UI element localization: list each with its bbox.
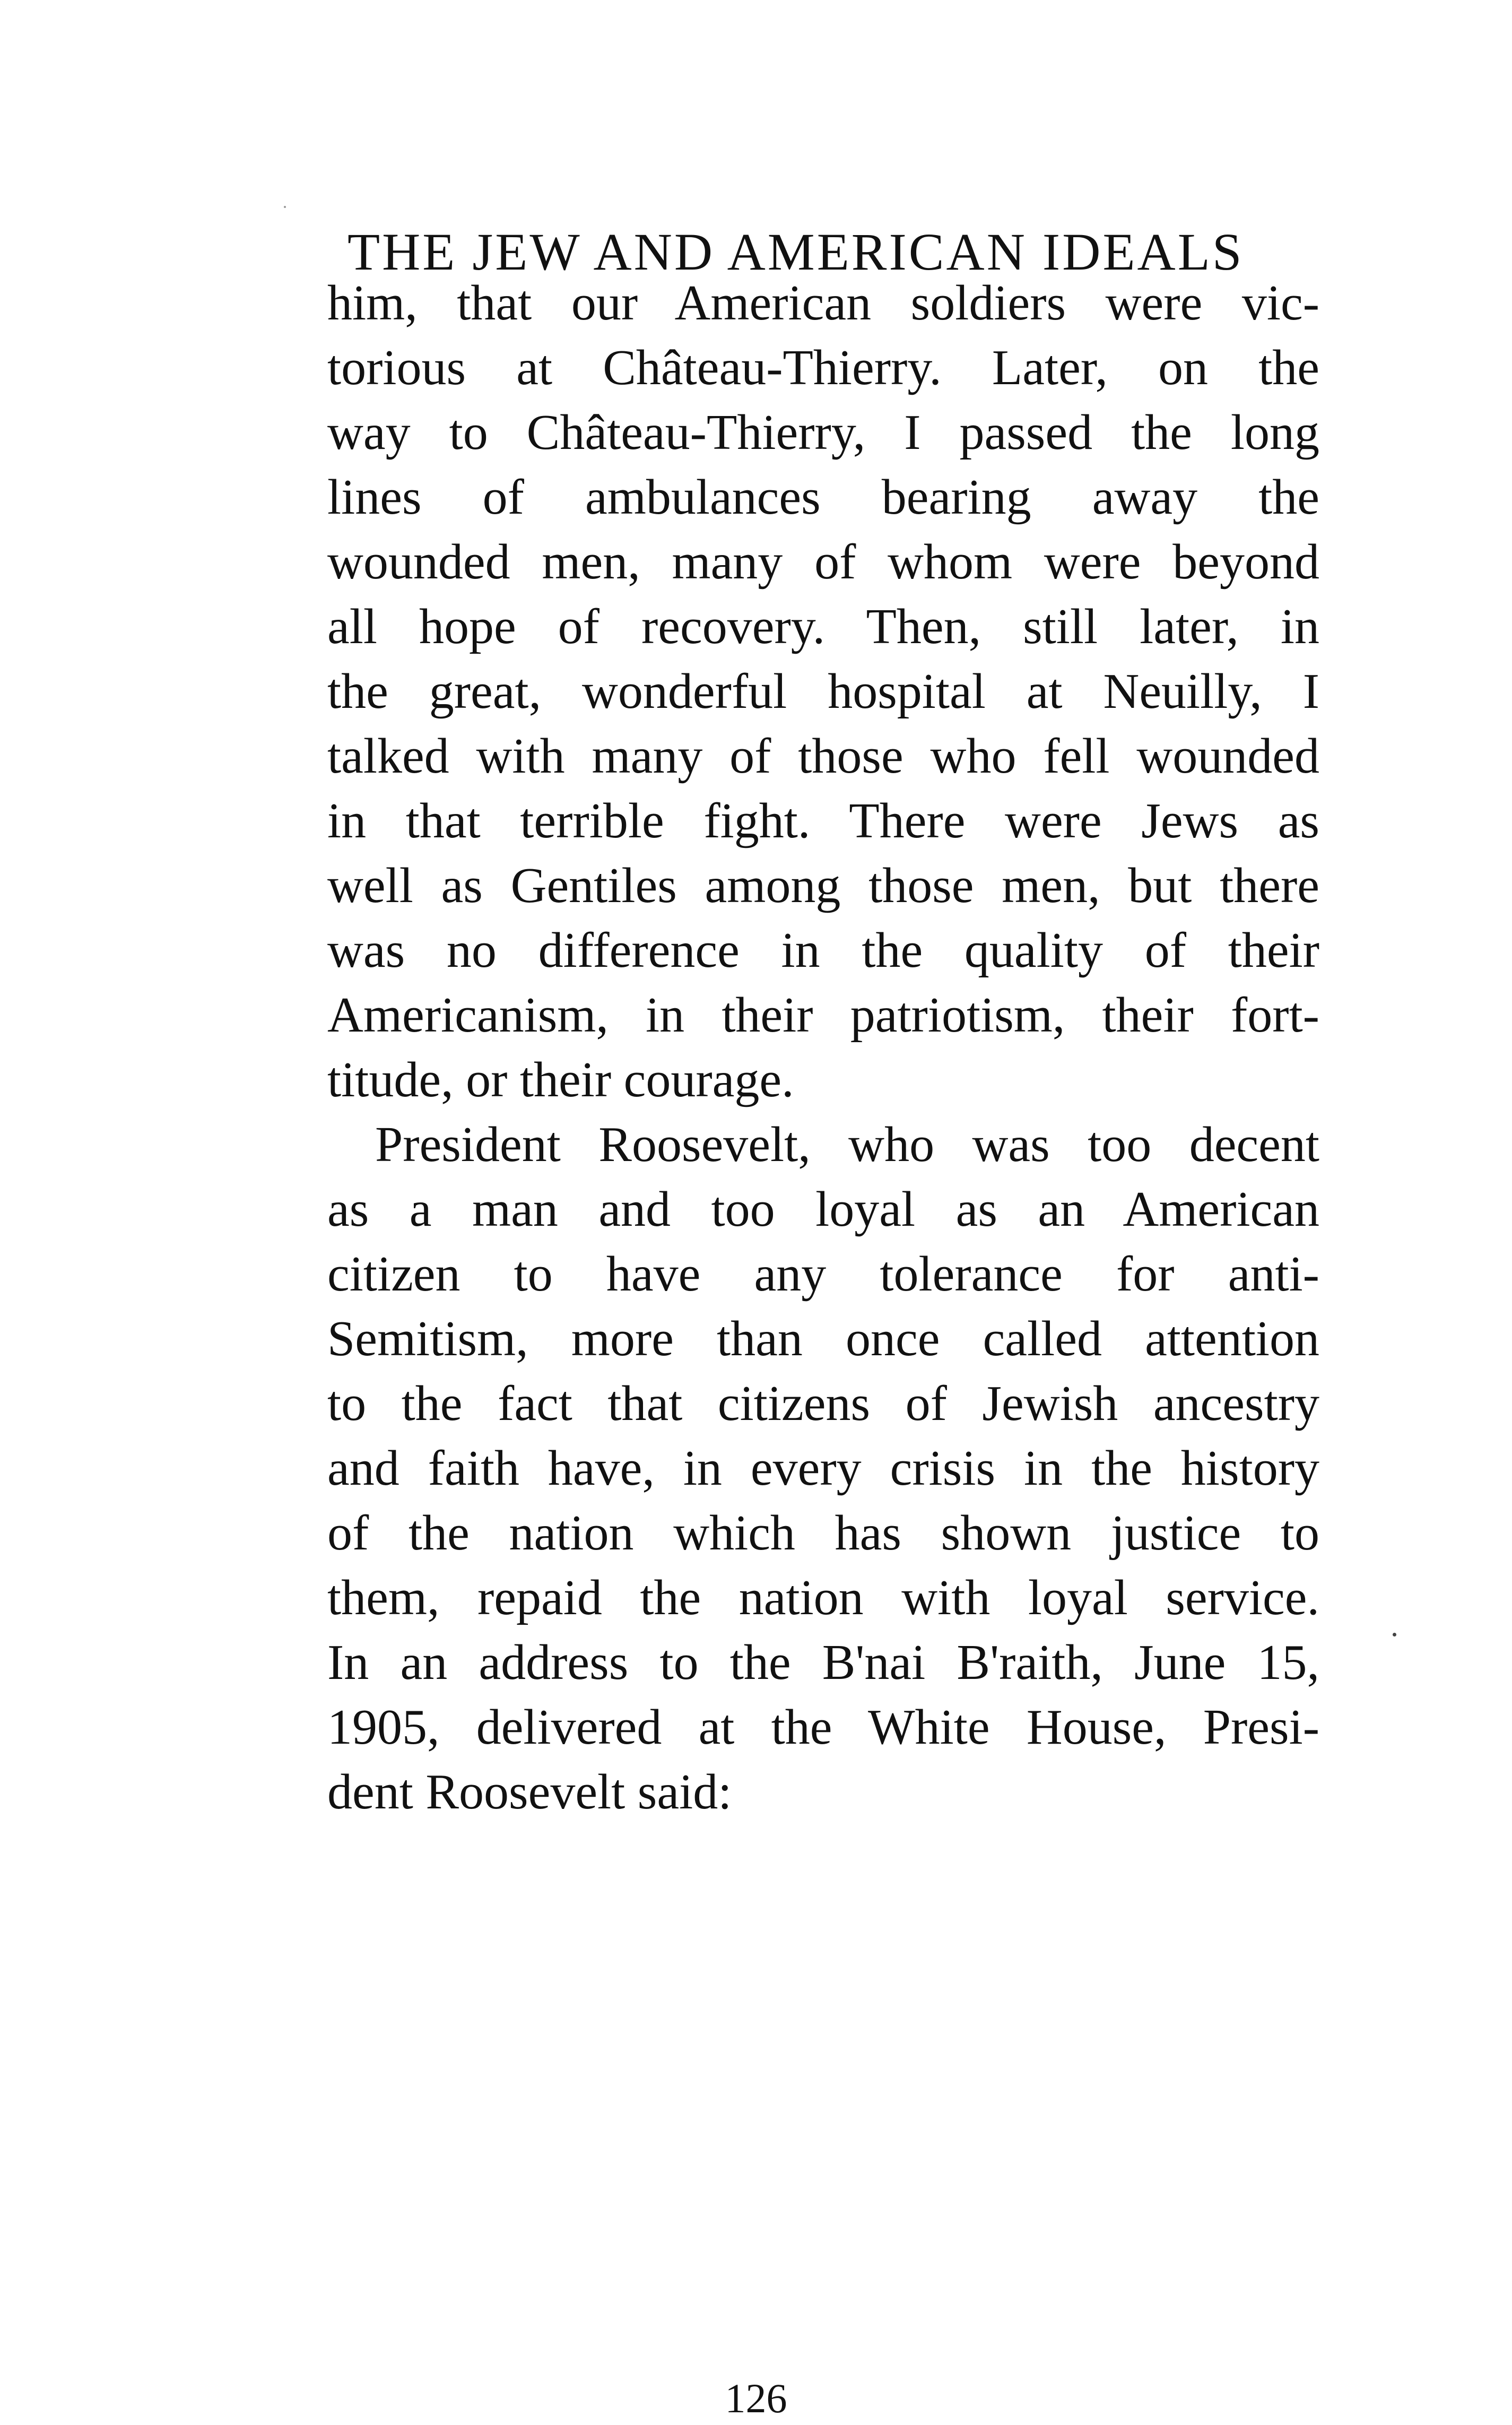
text-line: lines of ambulances bearing away the — [327, 470, 1319, 525]
text-line: citizen to have any tolerance for anti- — [327, 1246, 1319, 1302]
text-line: wounded men, many of whom were beyond — [327, 534, 1319, 590]
text-line: Semitism, more than once called attention — [327, 1311, 1319, 1366]
text-line: well as Gentiles among those men, but there — [327, 858, 1319, 913]
paragraph-end-line: dent Roosevelt said: — [327, 1764, 732, 1820]
paragraph-start-line: President Roosevelt, who was too decent — [375, 1117, 1319, 1172]
scan-speck — [284, 206, 286, 208]
text-line: to the fact that citizens of Jewish ancestry — [327, 1376, 1319, 1431]
text-line: talked with many of those who fell wounded — [327, 729, 1319, 784]
text-line: them, repaid the nation with loyal service. — [327, 1570, 1319, 1625]
paragraph-end-line: titude, or their courage. — [327, 1052, 794, 1107]
running-head: THE JEW AND AMERICAN IDEALS — [347, 222, 1244, 281]
text-line: him, that our American soldiers were vic- — [327, 275, 1319, 331]
scan-speck — [1393, 1633, 1396, 1636]
text-line: Americanism, in their patriotism, their fort- — [327, 988, 1319, 1043]
text-line: of the nation which has shown justice to — [327, 1505, 1319, 1561]
text-line: and faith have, in every crisis in the history — [327, 1441, 1319, 1496]
text-line: all hope of recovery. Then, still later, in — [327, 599, 1319, 654]
text-line: 1905, delivered at the White House, Presi- — [327, 1700, 1319, 1755]
text-line: as a man and too loyal as an American — [327, 1182, 1319, 1237]
text-line: torious at Château-Thierry. Later, on the — [327, 340, 1319, 395]
body-text — [327, 271, 1319, 1824]
text-line: the great, wonderful hospital at Neuilly, I — [327, 664, 1319, 719]
text-line: was no difference in the quality of their — [327, 923, 1319, 978]
page-number: 126 — [725, 2375, 787, 2421]
text-line: way to Château-Thierry, I passed the long — [327, 405, 1319, 460]
text-line: In an address to the B'nai B'raith, June 15, — [327, 1635, 1319, 1690]
text-line: in that terrible fight. There were Jews as — [327, 793, 1319, 848]
